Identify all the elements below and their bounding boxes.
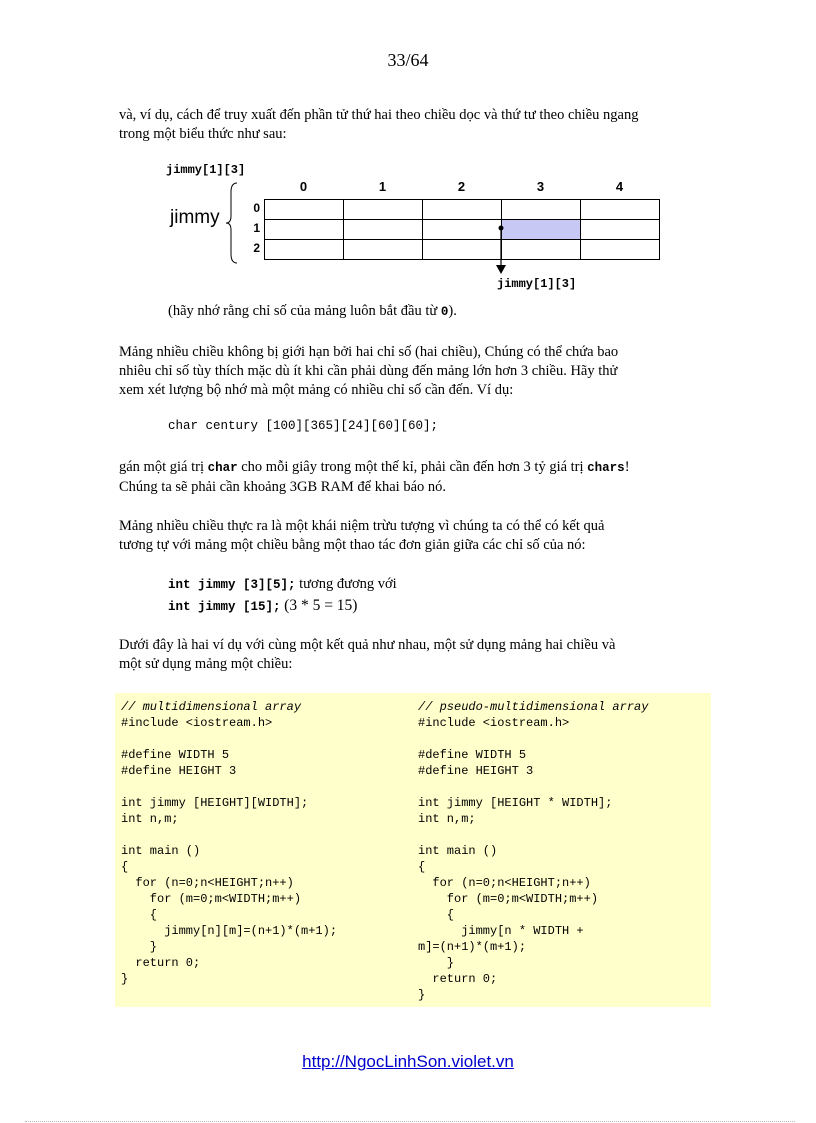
row-label: 2 [253,241,260,255]
column-label: 3 [536,179,545,194]
equiv-code-1: int jimmy [3][5]; [168,578,296,592]
code-right-body: #include <iostream.h> #define WIDTH 5 #define HEIGHT 3 int jimmy [HEIGHT * WIDTH]; int n,m; int main () { for (n=0;n<HEIGHT;n++) for (m=0;m<WIDTH;m++) { jimmy[n * WIDTH + m]=(n+1)*(m+1); } return 0; } [418,716,613,1002]
equiv-line-2 [168,597,357,615]
grid-row [265,240,660,260]
row-label: 0 [253,201,260,215]
examples-line-2: một sử dụng mảng một chiều: [119,656,293,672]
bottom-divider [25,1121,795,1122]
footer-link[interactable]: http://NgocLinhSon.violet.vn [302,1052,514,1071]
multi-dim-paragraph [119,343,694,400]
highlighted-cell [502,220,581,240]
multi-line-2: nhiêu chỉ số tùy thích mặc dù ít khi cần phải dùng đến mảng lớn hơn 3 chiều. Hãy thử [119,363,618,379]
equiv-line-1 [168,576,397,593]
column-label: 4 [615,179,624,194]
array-diagram [160,160,680,295]
grid-row [265,200,660,220]
grid-row [265,220,660,240]
grid-cell [344,220,423,240]
row-label: 1 [253,221,260,235]
code-left-body: #include <iostream.h> #define WIDTH 5 #define HEIGHT 3 int jimmy [HEIGHT][WIDTH]; int n,m; int main () { for (n=0;n<HEIGHT;n++) for (m=0;m<WIDTH;m++) { jimmy[n][m]=(n+1)*(m+1); } return 0; } [121,716,338,986]
code-comparison-box [115,693,711,1007]
century-code: char century [100][365][24][60][60]; [168,419,439,433]
char-part-3: ! [624,459,630,475]
pointer-arrow-icon [494,224,508,276]
note-zero: 0 [440,305,449,319]
equiv-text-2: (3 * 5 = 15) [284,597,358,614]
grid-cell [423,200,502,220]
code-right-comment: // pseudo-multidimensional array [418,700,649,714]
abstract-line-1: Mảng nhiều chiều thực ra là một khái niệm trừu tượng vì chúng ta có thể có kết quả [119,518,605,534]
char-part-1: gán một giá trị [119,459,208,475]
column-label: 2 [457,179,466,194]
chars-keyword: chars [587,461,625,475]
char-line-2: Chúng ta sẽ phải cần khoảng 3GB RAM để khai báo nó. [119,479,447,495]
multi-line-1: Mảng nhiều chiều không bị giới hạn bởi hai chỉ số (hai chiều), Chúng có thể chứa bao [119,344,619,360]
column-label: 0 [299,179,308,194]
code-left-comment: // multidimensional array [121,700,302,714]
equiv-code-2: int jimmy [15]; [168,600,281,614]
grid-cell [344,240,423,260]
grid-cell [265,200,344,220]
abstract-line-2: tương tự với mảng một chiều bằng một thao tác đơn giản giữa các chỉ số của nó: [119,537,586,553]
code-left [121,699,337,987]
grid-cell [502,240,581,260]
footer [0,1052,816,1072]
char-keyword: char [207,461,238,475]
grid-cell [423,240,502,260]
intro-line-1: và, ví dụ, cách để truy xuất đến phần tử thứ hai theo chiều dọc và thứ tư theo chiều ngang [119,107,639,123]
char-paragraph [119,458,694,497]
equiv-text-1: tương đương với [299,576,397,592]
grid-cell [502,200,581,220]
column-label: 1 [378,179,387,194]
index-note [168,302,688,322]
diagram-bottom-label: jimmy[1][3] [497,277,577,291]
char-part-2: cho mỗi giây trong một thế kỉ, phải cần đến hơn 3 tỷ giá trị [237,459,588,475]
grid-cell [581,240,660,260]
array-grid [264,199,660,260]
grid-cell [581,220,660,240]
grid-cell [265,240,344,260]
grid-cell [265,220,344,240]
code-right [418,699,648,1003]
examples-line-1: Dưới đây là hai ví dụ với cùng một kết quả như nhau, một sử dụng mảng hai chiều và [119,637,616,653]
intro-paragraph [119,106,694,144]
abstract-paragraph [119,517,694,555]
page-number: 33/64 [387,50,429,70]
note-text: (hãy nhớ rằng chỉ số của mảng luôn bắt đầu từ [168,303,441,319]
grid-cell [344,200,423,220]
note-end: ). [448,303,457,319]
brace-icon [224,182,240,264]
diagram-top-label: jimmy[1][3] [166,163,246,177]
intro-line-2: trong một biểu thức như sau: [119,126,287,142]
grid-cell [423,220,502,240]
examples-paragraph [119,636,694,674]
multi-line-3: xem xét lượng bộ nhớ mà một mảng có nhiều chỉ số cần đến. Ví dụ: [119,382,514,398]
grid-cell [581,200,660,220]
diagram-array-name: jimmy [170,207,220,228]
